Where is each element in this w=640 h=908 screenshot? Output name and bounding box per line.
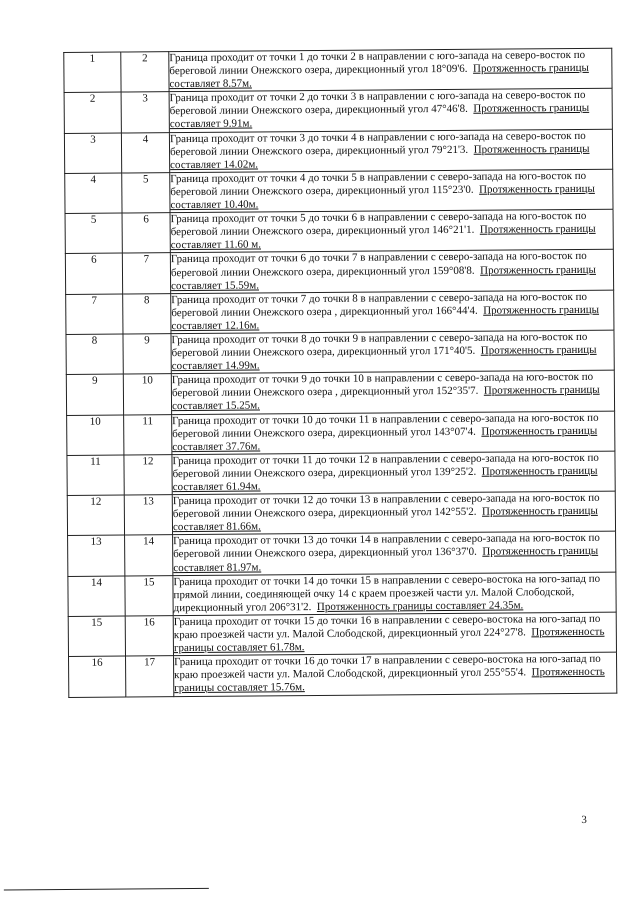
- boundary-length: Протяженность границы составляет 37.76м.: [172, 424, 598, 453]
- point-to: 13: [124, 495, 172, 536]
- description-text: Граница проходит от точки 11 до точки 12 в направлении с северо-запада на юго-восток по береговой линии Онежского озера, дирекционный угол 139°25'2.: [172, 451, 599, 481]
- point-to: 5: [122, 173, 170, 214]
- point-to: 16: [125, 616, 173, 657]
- point-from: 16: [69, 656, 126, 697]
- point-to: 11: [124, 414, 172, 455]
- footnote-divider: [4, 888, 209, 891]
- table-row: [64, 48, 612, 93]
- boundary-description: [169, 88, 612, 132]
- point-to: 9: [123, 334, 171, 375]
- boundary-table-body: [64, 48, 617, 697]
- point-from: 13: [68, 535, 125, 576]
- boundary-description: [173, 572, 616, 616]
- point-from: 14: [68, 576, 125, 617]
- boundary-length: Протяженность границы составляет 12.16м.: [171, 303, 600, 333]
- boundary-table: [63, 48, 617, 698]
- description-text: Граница проходит от точки 5 до точки 6 в направлении с северо-запада на юго-восток по береговой линии Онежского озера, дирекционный угол 146°21'1.: [170, 210, 587, 239]
- point-from: 12: [67, 495, 124, 536]
- boundary-description: [169, 129, 612, 173]
- boundary-length: Протяженность границы составляет 10.40м.: [170, 182, 595, 212]
- table-row: [65, 169, 613, 214]
- point-from: 9: [66, 374, 123, 415]
- point-to: 12: [124, 454, 172, 495]
- point-from: 8: [66, 334, 123, 375]
- point-from: 4: [65, 173, 122, 214]
- table-row: [67, 411, 615, 456]
- point-to: 15: [125, 575, 173, 616]
- boundary-length: Протяженность границы составляет 81.97м.: [173, 545, 599, 574]
- point-from: 11: [67, 455, 124, 496]
- boundary-length: Протяженность границы составляет 15.25м.: [172, 384, 600, 413]
- description-text: Граница проходит от точки 10 до точки 11 в направлении с северо-запада на юго-восток по береговой линии Онежского озера, дирекционный угол 143°07'4.: [172, 411, 599, 440]
- page-number: 3: [581, 813, 587, 826]
- boundary-length: Протяженность границы составляет 24.35м.: [316, 599, 524, 613]
- boundary-description: [172, 491, 615, 535]
- boundary-description: [173, 612, 616, 656]
- description-text: Граница проходит от точки 13 до точки 14 в направлении с северо-запада на юго-восток по береговой линии Онежского озера, дирекционный угол 136°37'0.: [173, 532, 600, 561]
- description-text: Граница проходит от точки 6 до точки 7 в направлении с северо-запада на юго-восток по береговой линии Онежского озера, дирекционный угол 159°08'8.: [170, 250, 587, 279]
- point-to: 2: [121, 52, 169, 93]
- boundary-description: [170, 169, 613, 213]
- table-row: [68, 612, 616, 657]
- point-from: 1: [64, 52, 121, 93]
- boundary-length: Протяженность границы составляет 61.78м.: [173, 625, 605, 655]
- boundary-length: Протяженность границы составляет 11.60 м.: [170, 223, 596, 252]
- point-from: 3: [64, 133, 121, 174]
- table-row: [66, 370, 614, 415]
- boundary-length: Протяженность границы составляет 8.57м.: [169, 61, 589, 91]
- description-text: Граница проходит от точки 15 до точки 16 в направлении с северо-востока на юго-запад по краю проезжей части ул. Малой Слободской, дирекционный угол 224°27'8.: [173, 612, 601, 642]
- point-to: 14: [125, 535, 173, 576]
- table-row: [64, 88, 612, 133]
- point-from: 7: [66, 294, 123, 335]
- description-text: Граница проходит от точки 2 до точки 3 в направлении с юго-запада на северо-восток по береговой линии Онежского озера, дирекционный угол 47°46'8.: [169, 89, 586, 118]
- table-row: [66, 330, 614, 375]
- boundary-description: [172, 411, 615, 455]
- description-text: Граница проходит от точки 8 до точки 9 в направлении с северо-запада на юго-восток по береговой линии Онежского озера, дирекционный угол 171°40'5.: [171, 330, 588, 360]
- boundary-description: [170, 250, 613, 294]
- boundary-length: Протяженность границы составляет 61.94м.: [172, 464, 598, 494]
- table-row: [66, 290, 614, 335]
- table-row: [69, 652, 617, 697]
- boundary-description: [171, 330, 614, 374]
- point-from: 15: [68, 616, 125, 657]
- table-row: [68, 572, 616, 617]
- point-to: 6: [122, 213, 170, 254]
- boundary-length: Протяженность границы составляет 14.99м.: [171, 343, 597, 373]
- boundary-description: [173, 532, 616, 576]
- boundary-description: [171, 290, 614, 334]
- boundary-length: Протяженность границы составляет 9.91м.: [169, 102, 590, 131]
- table-row: [68, 532, 616, 577]
- point-to: 3: [121, 92, 169, 133]
- boundary-description: [169, 48, 612, 92]
- point-from: 5: [65, 213, 122, 254]
- point-from: 10: [67, 415, 124, 456]
- boundary-length: Протяженность границы составляет 81.66м.: [172, 505, 598, 534]
- description-text: Граница проходит от точки 7 до точки 8 в направлении с северо-запада на юго-восток по береговой линии Онежского озера , дирекционный угол 166°44'4.: [171, 290, 588, 319]
- table-row: [65, 209, 613, 254]
- boundary-description: [170, 209, 613, 253]
- description-text: Граница проходит от точки 1 до точки 2 в направлении с юго-запада на северо-восток по береговой линии Онежского озера, дирекционный угол 18°09'6.: [169, 48, 586, 78]
- point-to: 10: [123, 374, 171, 415]
- boundary-description: [174, 652, 617, 696]
- boundary-description: [171, 370, 614, 414]
- point-to: 4: [121, 132, 169, 173]
- table-row: [65, 250, 613, 295]
- table-row: [67, 491, 615, 536]
- boundary-length: Протяженность границы составляет 15.59м.: [171, 263, 596, 292]
- description-text: Граница проходит от точки 3 до точки 4 в направлении с юго-запада на северо-восток по береговой линии Онежского озера, дирекционный угол 79°21'3.: [169, 129, 586, 158]
- boundary-length: Протяженность границы составляет 14.02м.: [170, 142, 590, 171]
- point-to: 7: [122, 253, 170, 294]
- description-text: Граница проходит от точки 4 до точки 5 в направлении с северо-запада на юго-восток по береговой линии Онежского озера, дирекционный угол 115°23'0.: [170, 169, 587, 199]
- point-from: 2: [64, 92, 121, 133]
- description-text: Граница проходит от точки 16 до точки 17 в направлении с северо-востока на юго-запад по краю проезжей части ул. Малой Слободской, дирекционный угол 255°55'4.: [174, 653, 601, 682]
- boundary-description: [172, 451, 615, 495]
- table-row: [64, 129, 612, 174]
- description-text: Граница проходит от точки 12 до точки 13 в направлении с северо-запада на юго-восток по береговой линии Онежского озера, дирекционный угол 142°55'2.: [172, 491, 600, 521]
- boundary-length: Протяженность границы составляет 15.76м.: [174, 666, 605, 695]
- description-text: Граница проходит от точки 14 до точки 15 в направлении с северо-востока на юго-запад по прямой линии, соединяющей очку 14 с краем проезжей части ул. Малой Слободской, дирекционный угол 206°31'2.: [173, 572, 601, 614]
- table-row: [67, 451, 615, 496]
- point-from: 6: [65, 253, 122, 294]
- point-to: 8: [123, 293, 171, 334]
- description-text: Граница проходит от точки 9 до точки 10 в направлении с северо-запада на юго-восток по береговой линии Онежского озера , дирекционный угол 152°35'7.: [171, 371, 594, 400]
- point-to: 17: [126, 656, 174, 697]
